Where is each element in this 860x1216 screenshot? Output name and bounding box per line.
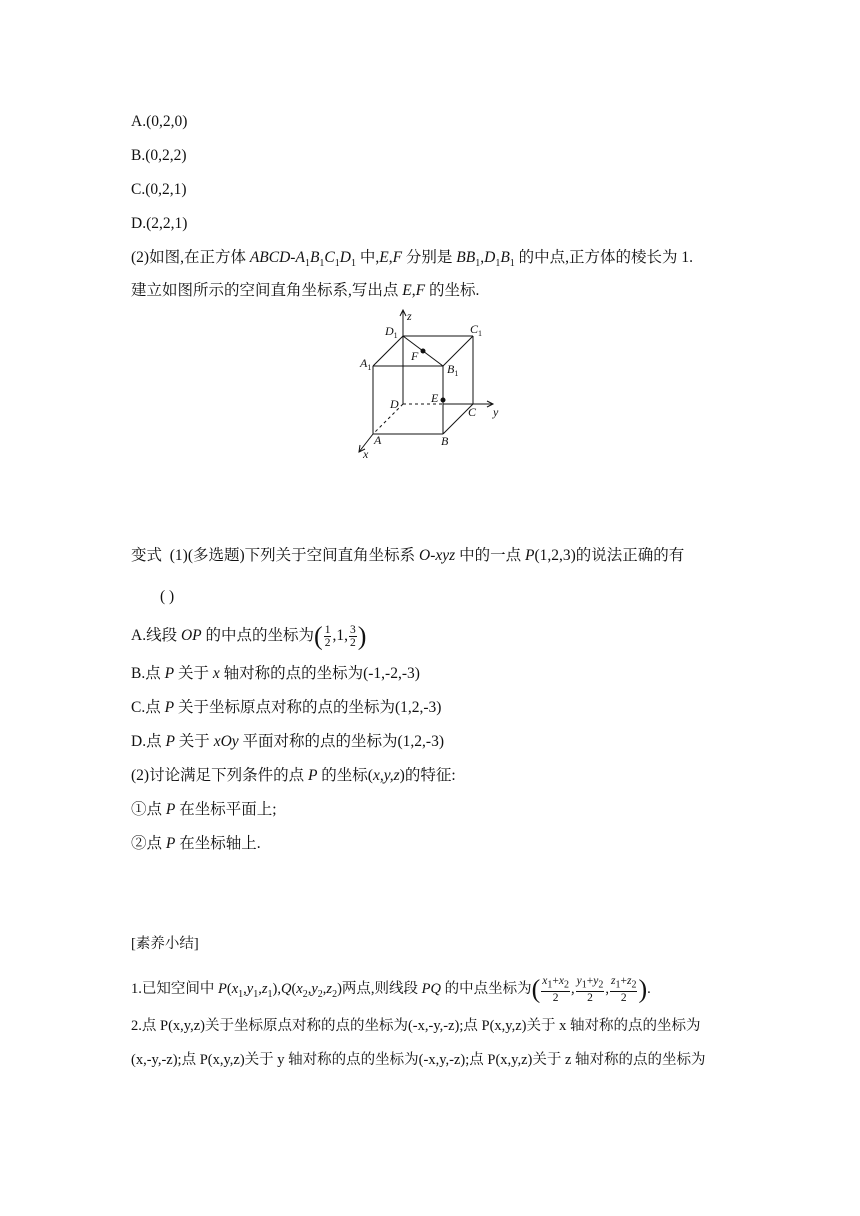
fraction-three-halves: $\frac{3}{2}$ <box>349 624 356 649</box>
label-b1: $B_1$ <box>447 362 459 378</box>
question-2-line-2: 建立如图所示的空间直角坐标系,写出点 E,F 的坐标. <box>131 282 480 299</box>
cube-figure <box>355 308 505 460</box>
label-f: F <box>411 349 419 363</box>
summary-item-1: 1.已知空间中 $P(x_1,y_1,z_1),Q(x_2,y_2,z_2)$两点,则线段 PQ 的中点坐标为( $\frac{x_1+x_2}{2}$ , $\frac{y_1+y_2}{2}$ , $\frac{z_1+z_2}{2}$ ). <box>131 974 651 1005</box>
label-d: D <box>390 397 399 411</box>
label-b: B <box>441 434 449 448</box>
variant-q1-line-1: 变式 (1)(多选题)下列关于空间直角坐标系 O-xyz 中的一点 P(1,2,3)的说法正确的有 <box>131 547 685 564</box>
fraction-half: $\frac{1}{2}$ <box>324 624 331 649</box>
option-d: D.(2,2,1) <box>131 215 188 232</box>
summary-item-2-line-2: (x,-y,-z);点 P(x,y,z)关于 y 轴对称的点的坐标为(-x,y,-z);点 P(x,y,z)关于 z 轴对称的点的坐标为 <box>131 1052 706 1068</box>
label-a: A <box>374 433 382 447</box>
question-2-line-1: (2)如图,在正方体 ABCD-$A_1B_1C_1D_1$ 中,E,F 分别是 $BB_1,D_1B_1$ 的中点,正方体的棱长为 1. <box>131 249 694 270</box>
answer-bracket: ( ) <box>160 588 175 605</box>
variant-condition-1: ①点 P 在坐标平面上; <box>131 801 277 818</box>
point-e <box>441 398 446 403</box>
fraction-x-midpoint: $\frac{x_1+x_2}{2}$ <box>542 975 570 1005</box>
label-x: x <box>363 447 369 460</box>
label-z: z <box>407 309 412 323</box>
option-c: C.(0,2,1) <box>131 181 187 198</box>
option-b: B.(0,2,2) <box>131 147 187 164</box>
variant-option-c: C.点 P 关于坐标原点对称的点的坐标为(1,2,-3) <box>131 699 442 716</box>
summary-title: [素养小结] <box>131 936 199 952</box>
label-y: y <box>493 405 499 419</box>
edge-d1a1 <box>373 336 403 366</box>
summary-item-2-line-1: 2.点 P(x,y,z)关于坐标原点对称的点的坐标为(-x,-y,-z);点 P(x,y,z)关于 x 轴对称的点的坐标为 <box>131 1018 701 1034</box>
label-d1: $D_1$ <box>385 324 398 340</box>
fraction-y-midpoint: $\frac{y_1+y_2}{2}$ <box>576 975 604 1005</box>
option-a: A.(0,2,0) <box>131 113 188 130</box>
label-a1: $A_1$ <box>360 356 372 372</box>
label-c: C <box>468 405 477 419</box>
label-c1: $C_1$ <box>470 322 483 338</box>
variant-condition-2: ②点 P 在坐标轴上. <box>131 835 261 852</box>
variant-option-d: D.点 P 关于 xOy 平面对称的点的坐标为(1,2,-3) <box>131 733 445 750</box>
variant-option-a: A.线段 OP 的中点的坐标为( $\frac{1}{2}$ ,1, $\frac{3}{2}$ ) <box>131 621 367 651</box>
variant-q2: (2)讨论满足下列条件的点 P 的坐标(x,y,z)的特征: <box>131 767 456 784</box>
label-e: E <box>431 391 439 405</box>
fraction-z-midpoint: $\frac{z_1+z_2}{2}$ <box>610 975 637 1005</box>
point-f <box>421 349 426 354</box>
variant-option-b: B.点 P 关于 x 轴对称的点的坐标为(-1,-2,-3) <box>131 665 420 682</box>
